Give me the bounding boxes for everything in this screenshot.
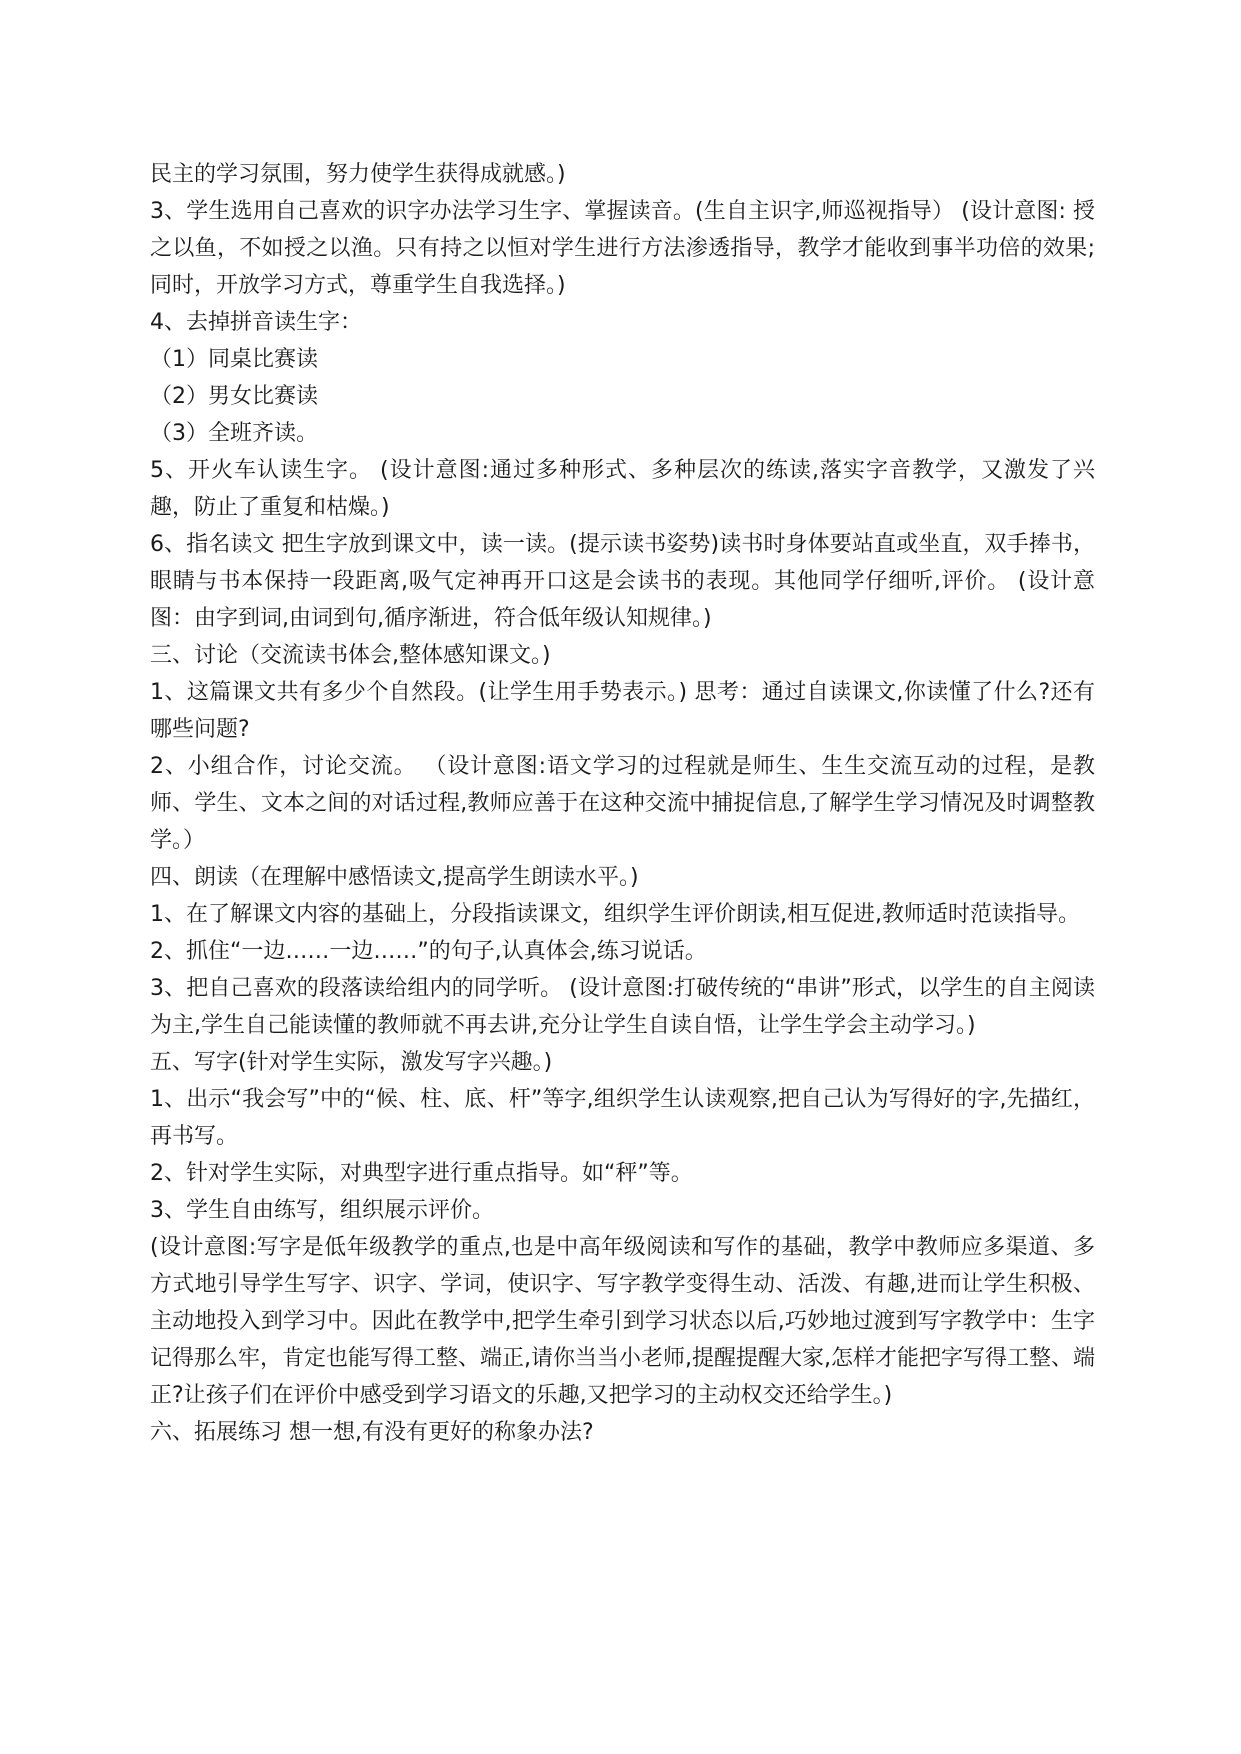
paragraph: （2）男女比赛读 [150,384,318,409]
paragraph: （3）全班齐读。 [150,421,318,446]
paragraph: 2、针对学生实际，对典型字进行重点指导。如“秤”等。 [150,1161,693,1186]
paragraph: 1、在了解课文内容的基础上，分段指读课文，组织学生评价朗读,相互促进,教师适时范读指导。 [150,902,1080,927]
paragraph: 2、小组合作，讨论交流。 （设计意图:语文学习的过程就是师生、生生交流互动的过程，是教师、学生、文本之间的对话过程,教师应善于在这种交流中捕捉信息,了解学生学习情况及时调整教学。） [150,754,1095,853]
paragraph: 5、开火车认读生字。 (设计意图:通过多种形式、多种层次的练读,落实字音教学，又激发了兴趣，防止了重复和枯燥。) [150,458,1095,520]
paragraph: 民主的学习氛围，努力使学生获得成就感。) [150,162,566,187]
paragraph: 3、学生选用自己喜欢的识字办法学习生字、掌握读音。(生自主识字,师巡视指导） (设计意图: 授之以鱼，不如授之以渔。只有持之以恒对学生进行方法渗透指导，教学才能收到事半功倍的效果;同时，开放学习方式，尊重学生自我选择。) [150,199,1095,298]
paragraph: 1、这篇课文共有多少个自然段。(让学生用手势表示。) 思考：通过自读课文,你读懂了什么?还有哪些问题? [150,680,1095,742]
section-heading: 三、讨论（交流读书体会,整体感知课文。) [150,643,551,668]
document-body [150,156,1095,1451]
section-heading: 四、朗读（在理解中感悟读文,提高学生朗读水平。) [150,865,639,890]
paragraph: (设计意图:写字是低年级教学的重点,也是中高年级阅读和写作的基础，教学中教师应多渠道、多方式地引导学生写字、识字、学词，使识字、写字教学变得生动、活泼、有趣,进而让学生积极、主动地投入到学习中。因此在教学中,把学生牵引到学习状态以后,巧妙地过渡到写字教学中：生字记得那么牢，肯定也能写得工整、端正,请你当当小老师,提醒提醒大家,怎样才能把字写得工整、端正?让孩子们在评价中感受到学习语文的乐趣,又把学习的主动权交还给学生。) [150,1235,1095,1408]
paragraph: 1、出示“我会写”中的“候、柱、底、杆”等字,组织学生认读观察,把自己认为写得好的字,先描红，再书写。 [150,1087,1095,1149]
paragraph: 4、去掉拼音读生字： [150,310,362,335]
paragraph: （1）同桌比赛读 [150,347,318,372]
section-heading: 六、拓展练习 想一想,有没有更好的称象办法? [150,1420,594,1445]
paragraph: 3、把自己喜欢的段落读给组内的同学听。 (设计意图:打破传统的“串讲”形式，以学生的自主阅读为主,学生自己能读懂的教师就不再去讲,充分让学生自读自悟，让学生学会主动学习。) [150,976,1095,1038]
paragraph: 6、指名读文 把生字放到课文中，读一读。(提示读书姿势)读书时身体要站直或坐直，双手捧书，眼睛与书本保持一段距离,吸气定神再开口这是会读书的表现。其他同学仔细听,评价。 (设计意图：由字到词,由词到句,循序渐进，符合低年级认知规律。) [150,532,1095,631]
paragraph: 2、抓住“一边……一边……”的句子,认真体会,练习说话。 [150,939,707,964]
paragraph: 3、学生自由练写，组织展示评价。 [150,1198,494,1223]
section-heading: 五、写字(针对学生实际，激发写字兴趣。) [150,1050,553,1075]
